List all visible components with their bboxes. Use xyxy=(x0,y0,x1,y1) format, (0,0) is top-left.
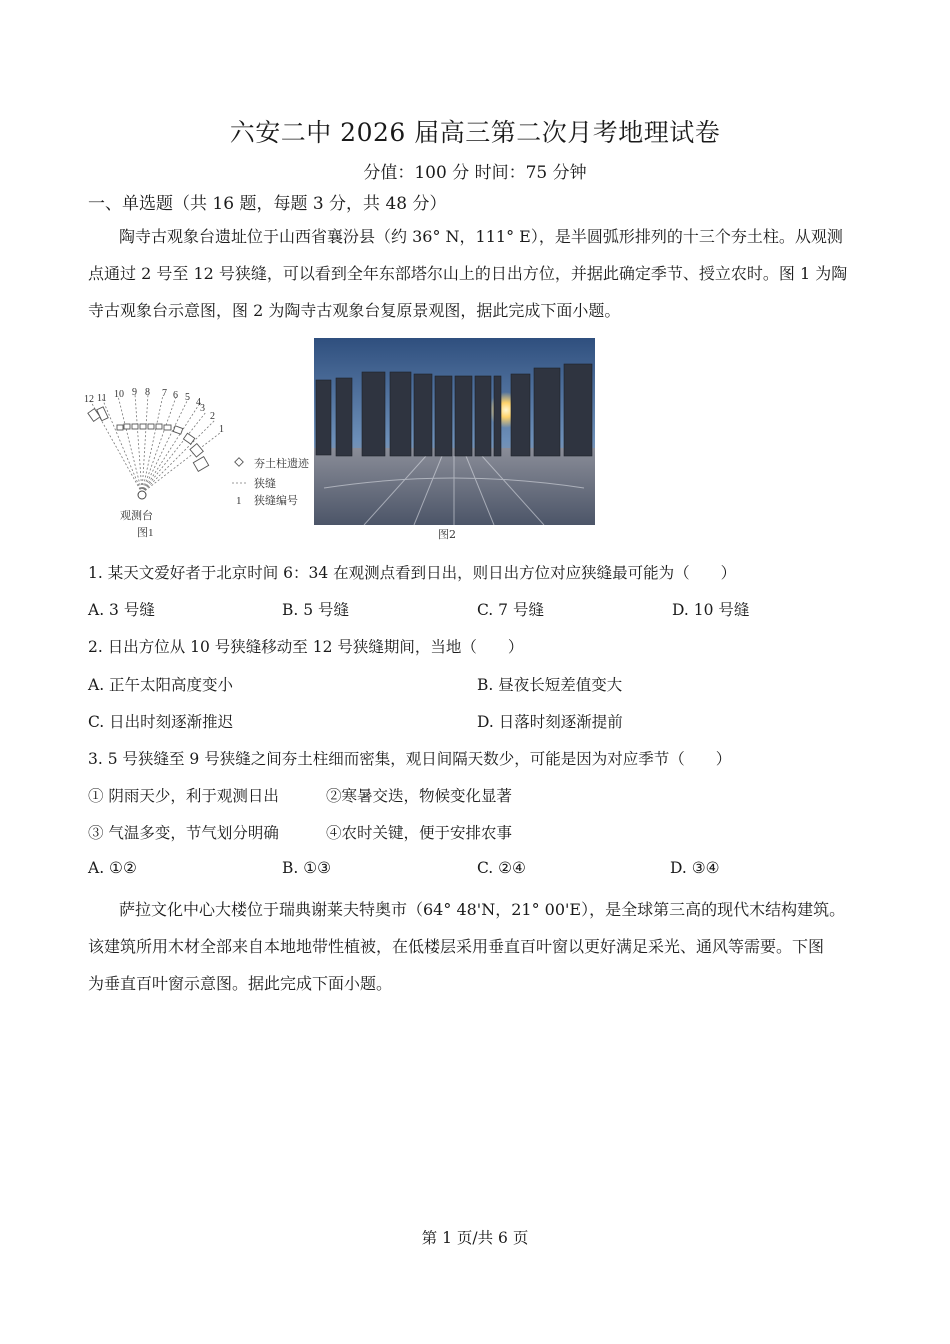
q3-option-b[interactable]: B. ①③ xyxy=(282,859,332,877)
legend-number-marker: 1 xyxy=(236,495,242,507)
slit-number: 7 xyxy=(162,388,167,399)
question-3-stem: 3. 5 号狭缝至 9 号狭缝之间夯土柱细而密集，观日间隔天数少，可能是因为对应季节（ ） xyxy=(88,750,732,768)
q3-option-c[interactable]: C. ②④ xyxy=(477,859,526,877)
legend-number-label: 狭缝编号 xyxy=(254,495,298,507)
q3-statement-4: ④农时关键，便于安排农事 xyxy=(326,824,513,842)
passage2-line-1: 萨拉文化中心大楼位于瑞典谢莱夫特奥市（64° 48'N，21° 00'E），是全球第三高的现代木结构建筑。 xyxy=(119,900,846,919)
q2-option-c[interactable]: C. 日出时刻逐渐推迟 xyxy=(88,713,234,731)
slit-number: 5 xyxy=(185,392,190,403)
legend-slit-label: 狭缝 xyxy=(254,478,276,490)
slit-number: 9 xyxy=(132,387,137,398)
figure2-caption: 图2 xyxy=(438,528,456,541)
passage2-line-2: 该建筑所用木材全部来自本地地带性植被，在低楼层采用垂直百叶窗以更好满足采光、通风等需要。下图 xyxy=(88,937,825,956)
page-footer: 第 1 页/共 6 页 xyxy=(421,1229,529,1247)
legend-pillar-icon xyxy=(235,458,243,466)
passage1-line-1: 陶寺古观象台遗址位于山西省襄汾县（约 36° N，111° E），是半圆弧形排列的十三个夯土柱。从观测 xyxy=(119,227,843,246)
q1-option-d[interactable]: D. 10 号缝 xyxy=(672,601,750,619)
slit-number: 10 xyxy=(114,389,124,400)
page-title: 六安二中 2026 届高三第二次月考地理试卷 xyxy=(229,118,721,147)
exam-subtitle: 分值：100 分 时间：75 分钟 xyxy=(363,163,587,183)
slit-number: 3 xyxy=(200,403,205,414)
slit-number: 4 xyxy=(196,397,201,408)
q3-statement-2: ②寒暑交迭，物候变化显著 xyxy=(326,787,513,805)
q3-statement-3: ③ 气温多变，节气划分明确 xyxy=(88,824,279,842)
slit-number: 11 xyxy=(97,393,107,404)
q3-option-d[interactable]: D. ③④ xyxy=(670,859,720,877)
q3-option-a[interactable]: A. ①② xyxy=(88,859,137,877)
q2-option-d[interactable]: D. 日落时刻逐渐提前 xyxy=(477,713,623,731)
q1-option-b[interactable]: B. 5 号缝 xyxy=(282,601,350,619)
legend-pillar-label: 夯土柱遗迹 xyxy=(254,458,309,470)
q3-statement-1: ① 阴雨天少，利于观测日出 xyxy=(88,787,279,805)
slit-number: 1 xyxy=(219,424,224,435)
section-heading: 一、单选题（共 16 题，每题 3 分，共 48 分） xyxy=(88,194,447,214)
pillar-marker-icon xyxy=(88,407,209,471)
slit-number: 2 xyxy=(210,411,215,422)
slit-number: 12 xyxy=(84,394,94,405)
q1-option-c[interactable]: C. 7 号缝 xyxy=(477,601,544,619)
figure2-photo xyxy=(314,338,595,525)
slit-number: 8 xyxy=(145,387,150,398)
observation-point-icon xyxy=(138,491,146,499)
q2-option-b[interactable]: B. 昼夜长短差值变大 xyxy=(477,676,623,694)
slit-number: 6 xyxy=(173,390,178,401)
figure1-caption: 图1 xyxy=(137,527,154,539)
passage1-line-3: 寺古观象台示意图，图 2 为陶寺古观象台复原景观图，据此完成下面小题。 xyxy=(88,301,621,320)
passage1-line-2: 点通过 2 号至 12 号狭缝，可以看到全年东部塔尔山上的日出方位，并据此确定季节、授立农时。图 1 为陶 xyxy=(88,264,848,283)
passage2-line-3: 为垂直百叶窗示意图。据此完成下面小题。 xyxy=(88,974,393,993)
question-2-stem: 2. 日出方位从 10 号狭缝移动至 12 号狭缝期间，当地（ ） xyxy=(88,638,524,656)
figure1-diagram xyxy=(82,380,322,545)
q2-option-a[interactable]: A. 正午太阳高度变小 xyxy=(88,676,234,694)
q1-option-a[interactable]: A. 3 号缝 xyxy=(88,601,155,619)
question-1-stem: 1. 某天文爱好者于北京时间 6：34 在观测点看到日出，则日出方位对应狭缝最可能为（ ） xyxy=(88,564,737,582)
observation-label: 观测台 xyxy=(120,510,153,522)
